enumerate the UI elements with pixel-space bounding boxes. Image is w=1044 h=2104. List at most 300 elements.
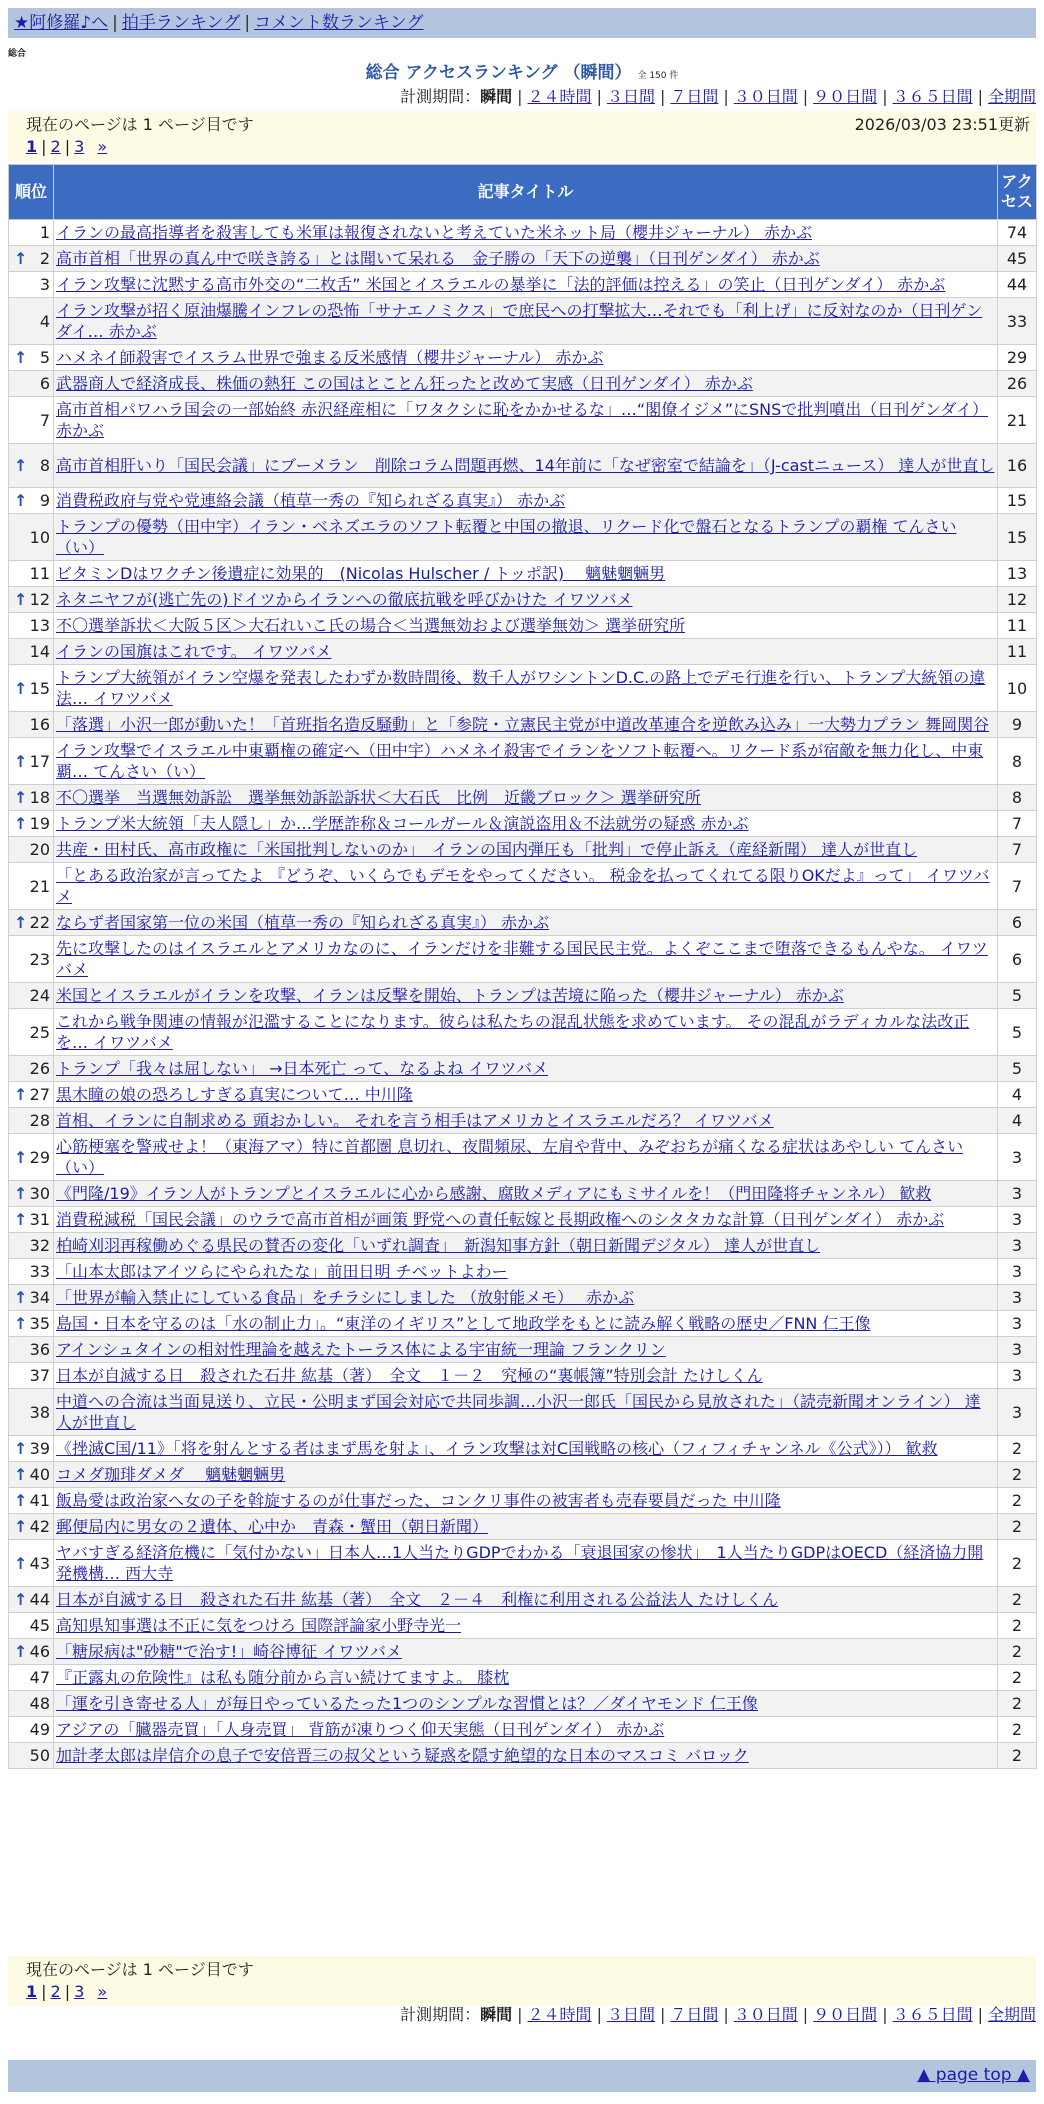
title-cell [54, 738, 998, 785]
period-option-link[interactable]: ７日間 [670, 2005, 719, 2024]
article-title-link[interactable]: 不〇選挙 当選無効訴訟 選挙無効訴訟訴状＜大石氏 比例 近畿ブロック＞ 選挙研究所 [56, 788, 701, 807]
page-separator: | [64, 137, 71, 156]
title-cell [54, 220, 998, 246]
title-cell [54, 712, 998, 738]
period-option-link[interactable]: ９０日間 [813, 87, 878, 106]
page-link[interactable]: 2 [50, 1982, 61, 2001]
period-separator: | [517, 87, 523, 106]
arrow-up-icon: ↑ [14, 788, 28, 807]
title-cell [54, 1363, 998, 1389]
rank-cell [9, 1207, 54, 1233]
rank-cell [9, 1639, 54, 1665]
arrow-up-icon: ↑ [14, 348, 28, 367]
access-count: 7 [998, 863, 1037, 910]
article-title-link[interactable]: 中道への合流は当面見送り、立民・公明まず国会対応で共同歩調…小沢一郎氏「国民から見放された」（読売新聞オンライン） 達人が世直し [56, 1392, 981, 1432]
page-separator: | [41, 137, 47, 156]
rank-cell [9, 613, 54, 639]
table-row [9, 246, 1037, 272]
rank-cell [9, 1134, 54, 1181]
rank-number: 15 [29, 678, 50, 698]
period-separator: | [882, 87, 888, 106]
article-title-link[interactable]: ネタニヤフが(逃亡先の)ドイツからイランへの徹底抗戦を呼びかけた イワツバメ [56, 590, 633, 609]
title-cell [54, 1082, 998, 1108]
arrow-up-icon: ↑ [14, 1085, 28, 1104]
arrow-up-icon: ↑ [14, 1147, 28, 1167]
rank-number: 38 [29, 1402, 50, 1422]
rank-cell [9, 272, 54, 298]
table-row [9, 1717, 1037, 1743]
arrow-up-icon: ↑ [14, 1210, 28, 1229]
table-row [9, 1311, 1037, 1337]
rank-number: 36 [29, 1340, 50, 1359]
period-option-link[interactable]: ２４時間 [527, 87, 592, 106]
clap-ranking-link[interactable]: 拍手ランキング [121, 13, 241, 33]
table-row [9, 936, 1037, 983]
table-row [9, 587, 1037, 613]
ranking-table [8, 164, 1037, 1769]
title-cell [54, 1311, 998, 1337]
period-separator: | [517, 2005, 523, 2024]
title-cell [54, 1436, 998, 1462]
rank-cell [9, 785, 54, 811]
access-count: 33 [998, 298, 1037, 345]
rank-number: 6 [39, 374, 50, 393]
title-cell [54, 1743, 998, 1769]
access-count: 2 [998, 1613, 1037, 1639]
article-title-link[interactable]: 「運を引き寄せる人」が毎日やっているたった1つのシンプルな習慣とは？／ダイヤモンド 仁王像 [56, 1694, 758, 1713]
rank-cell [9, 1717, 54, 1743]
article-title-link[interactable]: 加計孝太郎は岸信介の息子で安倍晋三の叔父という疑惑を隠す絶望的な日本のマスコミ バロック [56, 1746, 749, 1765]
rank-cell [9, 397, 54, 444]
arrow-up-icon: ↑ [14, 1184, 28, 1203]
rank-cell [9, 1285, 54, 1311]
access-count: 74 [998, 220, 1037, 246]
rank-number: 28 [29, 1111, 50, 1130]
table-row [9, 1488, 1037, 1514]
rank-cell [9, 1613, 54, 1639]
rank-number: 22 [29, 913, 50, 932]
table-row [9, 514, 1037, 561]
title-block [8, 58, 1036, 83]
next-page-link[interactable]: » [97, 1982, 108, 2001]
table-row [9, 1743, 1037, 1769]
article-title-link[interactable]: 消費税減税「国民会議」のウラで高市首相が画策 野党への責任転嫁と長期政権へのシタタカな計算（日刊ゲンダイ） 赤かぶ [56, 1210, 945, 1229]
table-row [9, 785, 1037, 811]
article-title-link[interactable]: トランプの優勢（田中宇）イラン・ベネズエラのソフト転覆と中国の撤退、リクード化で盤石となるトランプの覇権 てんさい（い） [56, 517, 957, 557]
rank-cell [9, 1311, 54, 1337]
title-cell [54, 983, 998, 1009]
period-option-link[interactable]: ７日間 [670, 87, 719, 106]
article-title-link[interactable]: ハメネイ師殺害でイスラム世界で強まる反米感情（櫻井ジャーナル） 赤かぶ [56, 348, 604, 367]
rank-cell [9, 738, 54, 785]
table-row [9, 345, 1037, 371]
article-title-link[interactable]: コメダ珈琲ダメダ 魑魅魍魎男 [56, 1465, 286, 1484]
article-title-link[interactable]: 《挫滅C国/11》「将を射んとする者はまず馬を射よ」、イラン攻撃は対C国戦略の核心（フィフィチャンネル《公式》）） 歓救 [56, 1439, 938, 1458]
table-row [9, 1285, 1037, 1311]
table-row [9, 1691, 1037, 1717]
article-title-link[interactable]: 「落選」小沢一郎が動いた！「首班指名造反騒動」と「参院・立憲民主党が中道改革連合を逆飲み込み」一大勢力プラン 舞岡関谷 [56, 715, 990, 734]
access-count: 10 [998, 665, 1037, 712]
rank-number: 11 [29, 564, 50, 583]
article-title-link[interactable]: トランプ「我々は屈しない」 →日本死亡 って、なるよね イワツバメ [56, 1059, 549, 1078]
article-title-link[interactable]: 消費税政府与党や党連絡会議（植草一秀の『知られざる真実』） 赤かぶ [56, 491, 566, 510]
period-selector-top [8, 86, 1036, 108]
table-row [9, 738, 1037, 785]
arrow-up-icon: ↑ [14, 249, 28, 268]
article-title-link[interactable]: 島国・日本を守るのは「水の制止力」。“東洋のイギリス”として地政学をもとに読み解く戦略の歴史／FNN 仁王像 [56, 1314, 871, 1333]
table-row [9, 910, 1037, 936]
rank-number: 47 [29, 1668, 50, 1687]
arrow-up-icon: ↑ [14, 1553, 28, 1573]
article-title-link[interactable]: イラン攻撃が招く原油爆騰インフレの恐怖「サナエノミクス」で庶民への打撃拡大…それでも「利上げ」に反対なのか（日刊ゲンダイ… 赤かぶ [56, 301, 983, 341]
title-cell [54, 1259, 998, 1285]
table-row [9, 983, 1037, 1009]
article-title-link[interactable]: 高市首相パワハラ国会の一部始終 赤沢経産相に「ワタクシに恥をかかせるな」…“閣僚イジメ”にSNSで批判噴出（日刊ゲンダイ） 赤かぶ [56, 400, 989, 440]
access-count: 45 [998, 246, 1037, 272]
rank-number: 46 [29, 1642, 50, 1661]
article-title-link[interactable]: イラン攻撃に沈黙する高市外交の“二枚舌” 米国とイスラエルの暴挙に「法的評価は控える」の笑止（日刊ゲンダイ） 赤かぶ [56, 275, 946, 294]
rank-cell [9, 514, 54, 561]
access-count: 15 [998, 514, 1037, 561]
table-header-row [9, 165, 1037, 220]
table-row [9, 1056, 1037, 1082]
arrow-up-icon: ↑ [14, 814, 28, 833]
article-title-link[interactable]: 不〇選挙訴状＜大阪５区＞大石れいこ氏の場合＜当選無効および選挙無効＞ 選挙研究所 [56, 616, 686, 635]
arrow-up-icon: ↑ [14, 491, 28, 510]
table-row [9, 1134, 1037, 1181]
period-separator: | [802, 87, 809, 106]
arrow-up-icon: ↑ [14, 1439, 28, 1458]
table-row [9, 1337, 1037, 1363]
article-title-link[interactable]: 「とある政治家が言ってたよ 『どうぞ、いくらでもデモをやってください。 税金を払ってくれてる限りOKだよ』って」 イワツバメ [56, 866, 990, 906]
rank-cell [9, 1259, 54, 1285]
rank-cell [9, 983, 54, 1009]
rank-cell [9, 1233, 54, 1259]
access-count: 3 [998, 1285, 1037, 1311]
period-separator: | [723, 87, 729, 106]
access-count: 12 [998, 587, 1037, 613]
rank-cell [9, 837, 54, 863]
title-cell [54, 1639, 998, 1665]
page-link[interactable]: 2 [50, 137, 61, 156]
access-count: 5 [998, 983, 1037, 1009]
period-separator: | [659, 87, 666, 106]
page-separator [84, 137, 97, 156]
access-count: 3 [998, 1389, 1037, 1436]
article-title-link[interactable]: ヤバすぎる経済危機に「気付かない」日本人…1人当たりGDPでわかる「衰退国家の惨状」 1人当たりGDPはOECD（経済協力開発機構… 西大寺 [56, 1543, 984, 1583]
current-page-text: 現在のページは 1 ページ目です [26, 115, 254, 134]
page-separator: | [64, 1982, 71, 2001]
rank-cell [9, 1082, 54, 1108]
rank-cell [9, 444, 54, 488]
table-row [9, 1082, 1037, 1108]
rank-number: 27 [29, 1085, 50, 1104]
article-title-link[interactable]: 米国とイスラエルがイランを攻撃、イランは反撃を開始、トランプは苦境に陥った（櫻井ジャーナル） 赤かぶ [56, 986, 844, 1005]
article-title-link[interactable]: イランの国旗はこれです。 イワツバメ [56, 642, 332, 661]
article-title-link[interactable]: 高市首相「世界の真ん中で咲き誇る」とは聞いて呆れる 金子勝の「天下の逆襲」（日刊ゲンダイ） 赤かぶ [56, 249, 820, 268]
rank-cell [9, 488, 54, 514]
table-row [9, 639, 1037, 665]
total-count: 全 150 件 [637, 71, 679, 81]
rank-number: 44 [29, 1590, 50, 1609]
article-title-link[interactable]: 黒木瞳の娘の恐ろしすぎる真実について… 中川隆 [56, 1085, 413, 1104]
rank-cell [9, 1540, 54, 1587]
period-option-link[interactable]: 全期間 [987, 2005, 1036, 2024]
current-page-text: 現在のページは 1 ページ目です [26, 1960, 254, 1979]
article-title-link[interactable]: アインシュタインの相対性理論を越えたトーラス体による宇宙統一理論 フランクリン [56, 1340, 666, 1359]
access-count: 3 [998, 1181, 1037, 1207]
rank-cell [9, 1743, 54, 1769]
title-cell [54, 613, 998, 639]
access-count: 26 [998, 371, 1037, 397]
arrow-up-icon: ↑ [14, 751, 28, 771]
table-row [9, 1587, 1037, 1613]
access-count: 44 [998, 272, 1037, 298]
rank-cell [9, 1181, 54, 1207]
rank-number: 42 [29, 1517, 50, 1536]
article-title-link[interactable]: 『正露丸の危険性』は私も随分前から言い続けてますよ。 膝枕 [56, 1668, 510, 1687]
page-separator [84, 1982, 97, 2001]
title-cell [54, 1665, 998, 1691]
access-count: 4 [998, 1082, 1037, 1108]
article-title-link[interactable]: トランプ大統領がイラン空爆を発表したわずか数時間後、数千人がワシントンD.C.の路上でデモ行進を行い、トランプ大統領の違法… イワツバメ [56, 668, 986, 708]
table-row [9, 1009, 1037, 1056]
table-row [9, 298, 1037, 345]
access-count: 2 [998, 1743, 1037, 1769]
nav-separator: | [112, 13, 118, 33]
arrow-up-icon: ↑ [14, 1491, 28, 1510]
article-title-link[interactable]: 「山本太郎はアイツらにやられたな」前田日明 チベットよわー [56, 1262, 508, 1281]
title-cell [54, 837, 998, 863]
arrow-up-icon: ↑ [14, 1590, 28, 1609]
title-cell [54, 1613, 998, 1639]
rank-number: 7 [39, 410, 50, 430]
page-link-current[interactable]: 1 [26, 137, 38, 156]
rank-cell [9, 345, 54, 371]
title-cell [54, 587, 998, 613]
article-title-link[interactable]: 郵便局内に男女の２遺体、心中か 青森・蟹田（朝日新聞） [56, 1517, 489, 1536]
access-count: 7 [998, 811, 1037, 837]
title-cell [54, 345, 998, 371]
rank-number: 25 [29, 1022, 50, 1042]
page-separator: | [41, 1982, 47, 2001]
page-link-current[interactable]: 1 [26, 1982, 38, 2001]
home-link[interactable]: ★阿修羅♪へ [14, 13, 109, 33]
article-title-link[interactable]: イラン攻撃でイスラエル中東覇権の確定へ（田中宇）ハメネイ殺害でイランをソフト転覆へ。リクード系が宿敵を無力化し、中東覇… てんさい（い） [56, 741, 984, 781]
rank-cell [9, 1363, 54, 1389]
article-title-link[interactable]: 柏崎刈羽再稼働めぐる県民の賛否の変化「いずれ調査」 新潟知事方針（朝日新聞デジタル） 達人が世直し [56, 1236, 821, 1255]
article-title-link[interactable]: ビタミンDはワクチン後遺症に効果的 (Nicolas Hulscher / トッポ訳) 魑魅魍魎男 [56, 564, 666, 583]
rank-number: 20 [29, 840, 50, 859]
rank-cell [9, 1056, 54, 1082]
arrow-up-icon: ↑ [14, 1314, 28, 1333]
rank-cell [9, 712, 54, 738]
period-option-link[interactable]: 全期間 [987, 87, 1036, 106]
title-cell [54, 1540, 998, 1587]
column-header-access: アクセス [998, 165, 1037, 220]
rank-number: 10 [29, 527, 50, 547]
title-cell [54, 298, 998, 345]
access-count: 2 [998, 1488, 1037, 1514]
page-top-link[interactable]: ▲ page top ▲ [917, 2065, 1030, 2085]
rank-number: 23 [29, 949, 50, 969]
access-count: 3 [998, 1311, 1037, 1337]
rank-number: 4 [39, 311, 50, 331]
rank-number: 19 [29, 814, 50, 833]
article-title-link[interactable]: 共産・田村氏、高市政権に「米国批判しないのか」 イランの国内弾圧も「批判」で停止訴え（産経新聞） 達人が世直し [56, 840, 918, 859]
title-cell [54, 665, 998, 712]
period-current: 瞬間 [480, 2005, 513, 2024]
title-cell [54, 246, 998, 272]
article-title-link[interactable]: 首相、イランに自制求める 頭おかしい。 それを言う相手はアメリカとイスラエルだろ？ イワツバメ [56, 1111, 774, 1130]
access-count: 5 [998, 1009, 1037, 1056]
arrow-up-icon: ↑ [14, 456, 28, 475]
title-cell [54, 1389, 998, 1436]
rank-number: 18 [29, 788, 50, 807]
rank-cell [9, 246, 54, 272]
rank-number: 33 [29, 1262, 50, 1281]
rank-number: 29 [29, 1147, 50, 1167]
title-cell [54, 1462, 998, 1488]
article-title-link[interactable]: 高知県知事選は不正に気をつけろ 国際評論家小野寺光一 [56, 1616, 462, 1635]
rank-cell [9, 1691, 54, 1717]
table-row [9, 220, 1037, 246]
access-count: 2 [998, 1587, 1037, 1613]
article-title-link[interactable]: 飯島愛は政治家へ女の子を斡旋するのが仕事だった、コンクリ事件の被害者も売春要員だった 中川隆 [56, 1491, 781, 1510]
access-count: 8 [998, 738, 1037, 785]
title-cell [54, 1337, 998, 1363]
title-cell [54, 863, 998, 910]
period-option-link[interactable]: ３日間 [606, 2005, 655, 2024]
title-cell [54, 1285, 998, 1311]
rank-cell [9, 1389, 54, 1436]
period-label: 計測期間： [400, 87, 481, 106]
title-cell [54, 910, 998, 936]
table-row [9, 371, 1037, 397]
title-cell [54, 1181, 998, 1207]
period-separator: | [596, 2005, 602, 2024]
article-title-link[interactable]: ならず者国家第一位の米国（植草一秀の『知られざる真実』） 赤かぶ [56, 913, 550, 932]
table-row [9, 1540, 1037, 1587]
article-title-link[interactable]: これから戦争関連の情報が氾濫することになります。彼らは私たちの混乱状態を求めています。 その混乱がラディカルな法改正を… イワツバメ [56, 1012, 970, 1052]
page-links [26, 1981, 1018, 2003]
title-cell [54, 371, 998, 397]
article-title-link[interactable]: 日本が自滅する日 殺された石井 紘基（著） 全文 １－２ 究極の“裏帳簿”特別会計 たけしくん [56, 1366, 763, 1385]
period-separator: | [977, 87, 983, 106]
article-title-link[interactable]: 「世界が輸入禁止にしている食品」をチラシにしました （放射能メモ） 赤かぶ [56, 1288, 635, 1307]
table-row [9, 1259, 1037, 1285]
rank-cell [9, 1436, 54, 1462]
rank-number: 43 [29, 1553, 50, 1573]
access-count: 6 [998, 936, 1037, 983]
title-cell [54, 639, 998, 665]
rank-cell [9, 665, 54, 712]
rank-number: 30 [29, 1184, 50, 1203]
rank-number: 24 [29, 986, 50, 1005]
rank-number: 45 [29, 1616, 50, 1635]
rank-number: 34 [29, 1288, 50, 1307]
rank-number: 37 [29, 1366, 50, 1385]
period-option-link[interactable]: ３０日間 [733, 2005, 798, 2024]
next-page-link[interactable]: » [97, 137, 108, 156]
article-title-link[interactable]: イランの最高指導者を殺害しても米軍は報復されないと考えていた米ネット局（櫻井ジャーナル） 赤かぶ [56, 223, 812, 242]
title-cell [54, 1717, 998, 1743]
table-row [9, 665, 1037, 712]
table-row [9, 1207, 1037, 1233]
article-title-link[interactable]: アジアの「臓器売買」「人身売買」 背筋が凍りつく仰天実態（日刊ゲンダイ） 赤かぶ [56, 1720, 665, 1739]
rank-number: 39 [29, 1439, 50, 1458]
rank-cell [9, 220, 54, 246]
period-option-link[interactable]: ３０日間 [733, 87, 798, 106]
arrow-up-icon: ↑ [14, 913, 28, 932]
arrow-up-icon: ↑ [14, 590, 28, 609]
article-title-link[interactable]: トランプ米大統領「夫人隠し」か…学歴詐称＆コールガール＆演説盗用＆不法就労の疑惑 赤かぶ [56, 814, 749, 833]
table-row [9, 272, 1037, 298]
rank-number: 40 [29, 1465, 50, 1484]
article-title-link[interactable]: 日本が自滅する日 殺された石井 紘基（著） 全文 ２－４ 利権に利用される公益法人 たけしくん [56, 1590, 779, 1609]
article-title-link[interactable]: 先に攻撃したのはイスラエルとアメリカなのに、イランだけを非難する国民民主党。よくぞここまで堕落できるもんやな。 イワツバメ [56, 939, 988, 979]
title-cell [54, 397, 998, 444]
rank-number: 50 [29, 1746, 50, 1765]
access-count: 2 [998, 1717, 1037, 1743]
period-option-link[interactable]: ３６５日間 [892, 2005, 973, 2024]
rank-number: 8 [39, 456, 50, 475]
comment-ranking-link[interactable]: コメント数ランキング [254, 13, 424, 33]
table-row [9, 1108, 1037, 1134]
title-cell [54, 514, 998, 561]
arrow-up-icon: ↑ [14, 1465, 28, 1484]
rank-cell [9, 639, 54, 665]
article-title-link[interactable]: 武器商人で経済成長、株価の熱狂 この国はとことん狂ったと改めて実感（日刊ゲンダイ） 赤かぶ [56, 374, 753, 393]
period-option-link[interactable]: ２４時間 [527, 2005, 592, 2024]
access-count: 3 [998, 1337, 1037, 1363]
title-cell [54, 561, 998, 587]
period-separator: | [802, 2005, 809, 2024]
ranking-table-body [9, 220, 1037, 1769]
period-selector-bottom [8, 2004, 1036, 2026]
access-count: 11 [998, 639, 1037, 665]
rank-number: 41 [29, 1491, 50, 1510]
page-link[interactable]: 3 [74, 1982, 85, 2001]
table-row [9, 712, 1037, 738]
paging-box-top [8, 111, 1036, 161]
title-cell [54, 1691, 998, 1717]
period-option-link[interactable]: ３日間 [606, 87, 655, 106]
title-cell [54, 1108, 998, 1134]
page-link[interactable]: 3 [74, 137, 85, 156]
title-cell [54, 488, 998, 514]
access-count: 16 [998, 444, 1037, 488]
period-option-link[interactable]: ９０日間 [813, 2005, 878, 2024]
rank-cell [9, 298, 54, 345]
article-title-link[interactable]: 心筋梗塞を警戒せよ！（東海アマ）特に首都圏 息切れ、夜間頻尿、左肩や背中、みぞおちが痛くなる症状はあやしい てんさい（い） [56, 1137, 964, 1177]
title-cell [54, 785, 998, 811]
access-count: 2 [998, 1514, 1037, 1540]
rank-number: 16 [29, 715, 50, 734]
title-cell [54, 1587, 998, 1613]
article-title-link[interactable]: 「糖尿病は"砂糖"で治す!」崎谷博征 イワツバメ [56, 1642, 402, 1661]
article-title-link[interactable]: 高市首相肝いり「国民会議」にブーメラン 削除コラム問題再燃、14年前に「なぜ密室で結論を」（J-castニュース） 達人が世直し [56, 456, 995, 475]
period-separator: | [723, 2005, 729, 2024]
arrow-up-icon: ↑ [14, 678, 28, 698]
title-cell [54, 1514, 998, 1540]
article-title-link[interactable]: 《門隆/19》イラン人がトランプとイスラエルに心から感謝、腐敗メディアにもミサイルを！（門田隆将チャンネル） 歓救 [56, 1184, 932, 1203]
title-cell [54, 272, 998, 298]
table-row [9, 1436, 1037, 1462]
access-count: 5 [998, 1056, 1037, 1082]
rank-cell [9, 587, 54, 613]
period-option-link[interactable]: ３６５日間 [892, 87, 973, 106]
